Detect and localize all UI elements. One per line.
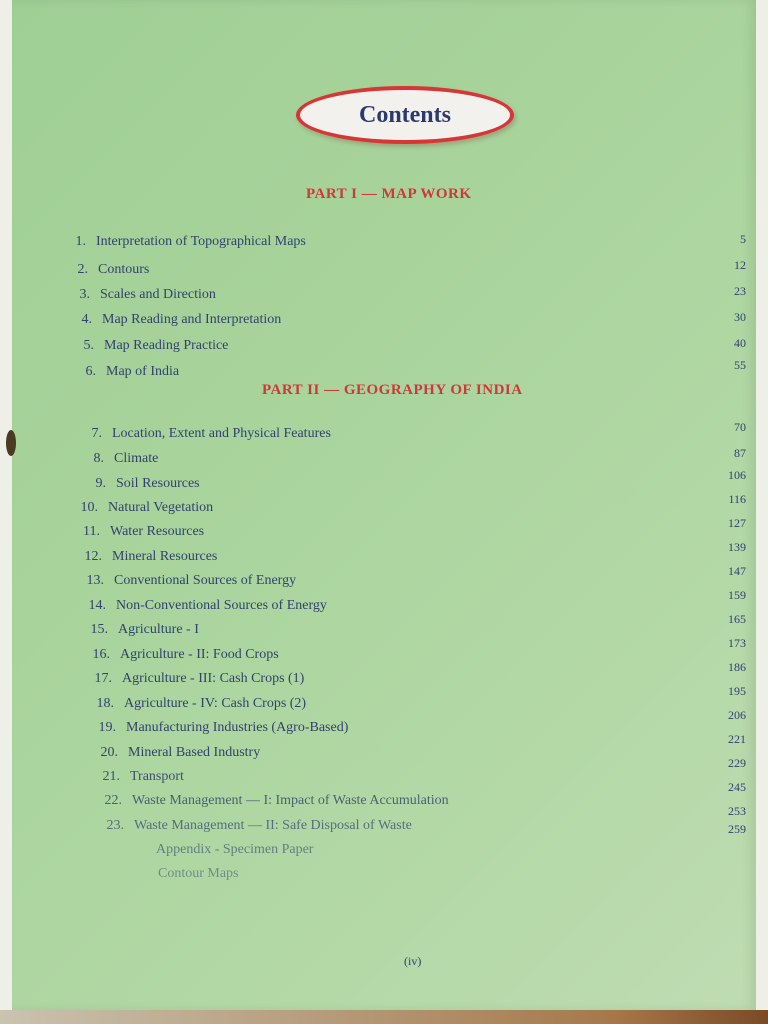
toc-entry-number: 23. [106, 818, 124, 833]
part-heading-2: PART II — GEOGRAPHY OF INDIA [262, 382, 523, 398]
binding-mark [6, 430, 16, 456]
toc-entry-title: Agriculture - IV: Cash Crops (2) [124, 696, 307, 711]
toc-entry-title: Water Resources [110, 524, 205, 539]
toc-entry-number: 17. [94, 671, 112, 686]
toc-entry-title: Location, Extent and Physical Features [112, 426, 331, 441]
toc-entry-title: Manufacturing Industries (Agro-Based) [126, 720, 349, 735]
toc-entry-page: 40 [734, 336, 746, 350]
toc-entry-number: 18. [96, 696, 114, 711]
toc-entry-number: 21. [102, 769, 120, 784]
toc-entry-page: 173 [728, 636, 746, 650]
toc-entry-title: Mineral Based Industry [128, 745, 261, 760]
toc-entry-page: 259 [728, 822, 746, 836]
toc-entry-title: Interpretation of Topographical Maps [96, 234, 306, 249]
toc-entry-page: 159 [728, 588, 746, 602]
toc-entry-title: Appendix - Specimen Paper [156, 842, 314, 857]
toc-entry-number: 19. [98, 720, 116, 735]
toc-entry-page: 206 [728, 708, 746, 722]
toc-entry-title: Map Reading Practice [104, 338, 229, 353]
toc-entry-number: 7. [91, 426, 102, 441]
toc-entry-page: 5 [740, 232, 746, 246]
toc-entry-title: Soil Resources [116, 476, 200, 491]
toc-entry-page: 147 [728, 564, 746, 578]
toc-entry-number: 11. [83, 524, 100, 539]
toc-entry-number: 20. [100, 745, 118, 760]
toc-entry-title: Agriculture - II: Food Crops [120, 647, 279, 662]
toc-entry-title: Contour Maps [158, 866, 239, 881]
toc-entry-number: 16. [92, 647, 110, 662]
toc-entry-title: Contours [98, 262, 150, 277]
toc-entry-page: 221 [728, 732, 746, 746]
toc-entry-title: Waste Management — II: Safe Disposal of Waste [134, 818, 412, 833]
toc-entry-title: Conventional Sources of Energy [114, 573, 297, 588]
toc-entry-page: 195 [728, 684, 746, 698]
toc-entry-page: 245 [728, 780, 746, 794]
toc-entry-number: 12. [84, 549, 102, 564]
toc-entry-title: Natural Vegetation [108, 500, 214, 515]
toc-entry-number: 3. [79, 287, 90, 302]
toc-entry-title: Map of India [106, 364, 180, 379]
toc-entry-page: 55 [734, 358, 746, 372]
toc-entry-page: 23 [734, 284, 746, 298]
toc-entry-number: 6. [85, 364, 96, 379]
page-number: (iv) [404, 954, 422, 968]
toc-entry-number: 4. [81, 312, 92, 327]
toc-entry-number: 10. [80, 500, 98, 515]
toc-entry-title: Waste Management — I: Impact of Waste Accumulation [132, 793, 449, 808]
part-heading-1: PART I — MAP WORK [306, 186, 472, 202]
contents-title-badge [296, 86, 514, 144]
toc-entry-page: 127 [728, 516, 746, 530]
toc-entry-number: 9. [95, 476, 106, 491]
toc-entry-title: Mineral Resources [112, 549, 218, 564]
toc-entry-number: 15. [90, 622, 108, 637]
toc-entry-number: 13. [86, 573, 104, 588]
toc-entry-page: 116 [728, 492, 746, 506]
toc-entry-number: 14. [88, 598, 106, 613]
toc-entry-number: 2. [77, 262, 88, 277]
toc-entry-page: 87 [734, 446, 746, 460]
toc-entry-page: 106 [728, 468, 746, 482]
toc-entry-title: Climate [114, 451, 159, 466]
toc-entry-title: Agriculture - III: Cash Crops (1) [122, 671, 305, 686]
toc-entry-page: 186 [728, 660, 746, 674]
toc-entry-number: 22. [104, 793, 122, 808]
toc-entry-number: 5. [83, 338, 94, 353]
toc-entry-page: 70 [734, 420, 746, 434]
desk-edge [0, 1010, 768, 1024]
toc-entry-title: Non-Conventional Sources of Energy [116, 598, 327, 613]
toc-entry-title: Map Reading and Interpretation [102, 312, 282, 327]
toc-entry-number: 8. [93, 451, 104, 466]
toc-entry-page: 253 [728, 804, 746, 818]
toc-entry-page: 139 [728, 540, 746, 554]
toc-entry-title: Scales and Direction [100, 287, 216, 302]
toc-entry-page: 12 [734, 258, 746, 272]
toc-entry-page: 165 [728, 612, 746, 626]
page-title: Contents [358, 101, 451, 128]
toc-entry-number: 1. [75, 234, 86, 249]
toc-entry-title: Transport [130, 769, 184, 784]
toc-entry-page: 30 [734, 310, 746, 324]
toc-entry-title: Agriculture - I [118, 622, 199, 637]
toc-entry-page: 229 [728, 756, 746, 770]
